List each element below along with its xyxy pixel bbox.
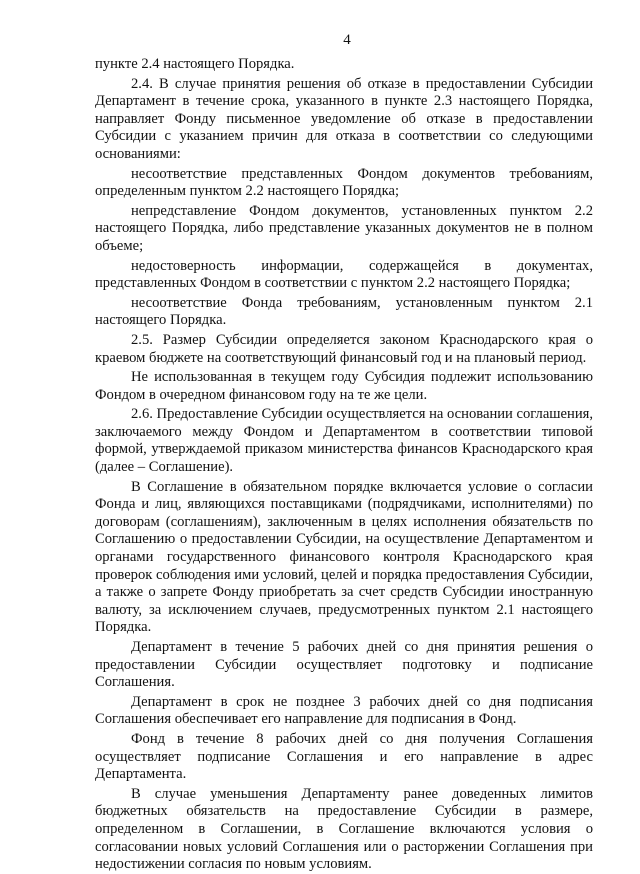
paragraph: несоответствие представленных Фондом документов требованиям, определенным пунктом 2.2 настоящего Порядка;	[95, 165, 593, 200]
paragraph: 2.6. Предоставление Субсидии осуществляется на основании соглашения, заключаемого между Фондом и Департаментом в соответствии типовой формой, утверждаемой приказом министерства финансов Краснодарского края (далее – Соглашение).	[95, 406, 593, 476]
document-page	[95, 30, 593, 874]
paragraph: Фонд в течение 8 рабочих дней со дня получения Соглашения осуществляет подписание Соглашения и его направление в адрес Департамента.	[95, 730, 593, 783]
paragraph: пункте 2.4 настоящего Порядка.	[95, 56, 295, 72]
paragraph: Не использованная в текущем году Субсидия подлежит использованию Фондом в очередном финансовом году на те же цели.	[95, 369, 593, 403]
paragraph: 2.5. Размер Субсидии определяется законом Краснодарского края о краевом бюджете на соответствующий финансовый год и на плановый период.	[95, 331, 593, 366]
paragraph: несоответствие Фонда требованиям, установленным пунктом 2.1 настоящего Порядка.	[95, 294, 593, 329]
page-number: 4	[343, 32, 351, 48]
paragraph: 2.4. В случае принятия решения об отказе в предоставлении Субсидии Департамент в течение срока, указанного в пункте 2.3 настоящего Порядка, направляет Фонду письменное уведомление об отказе в предоставлении Субсидии с указанием причин для отказа в соответствии со следующими основаниями:	[95, 75, 593, 162]
document-body	[95, 56, 593, 874]
paragraph: В случае уменьшения Департаменту ранее доведенных лимитов бюджетных обязательств на предоставление Субсидии в размере, определенном в Соглашении, в Соглашение включаются условия о согласовании новых условий Соглашения или о расторжении Соглашения при недостижении согласия по новым условиям.	[95, 785, 593, 873]
paragraph: недостоверность информации, содержащейся в документах, представленных Фондом в соответствии с пунктом 2.2 настоящего Порядка;	[95, 257, 593, 292]
paragraph: В Соглашение в обязательном порядке включается условие о согласии Фонда и лиц, являющихся поставщиками (подрядчиками, исполнителями) по договорам (соглашениям), заключенным в целях исполнения обязательств по Соглашению о предоставлении Субсидии, на осуществление Департаментом и органами государственного финансового контроля Краснодарского края проверок соблюдения ими условий, целей и порядка предоставления Субсидии, а также о запрете Фонду приобретать за счет средств Субсидии иностранную валюту, за исключением случаев, предусмотренных пунктом 2.1 настоящего Порядка.	[95, 478, 593, 636]
paragraph: Департамент в срок не позднее 3 рабочих дней со дня подписания Соглашения обеспечивает его направление для подписания в Фонд.	[95, 693, 593, 728]
paragraph: непредставление Фондом документов, установленных пунктом 2.2 настоящего Порядка, либо представление указанных документов не в полном объеме;	[95, 202, 593, 254]
paragraph: Департамент в течение 5 рабочих дней со дня принятия решения о предоставлении Субсидии осуществляет подготовку и подписание Соглашения.	[95, 639, 593, 691]
